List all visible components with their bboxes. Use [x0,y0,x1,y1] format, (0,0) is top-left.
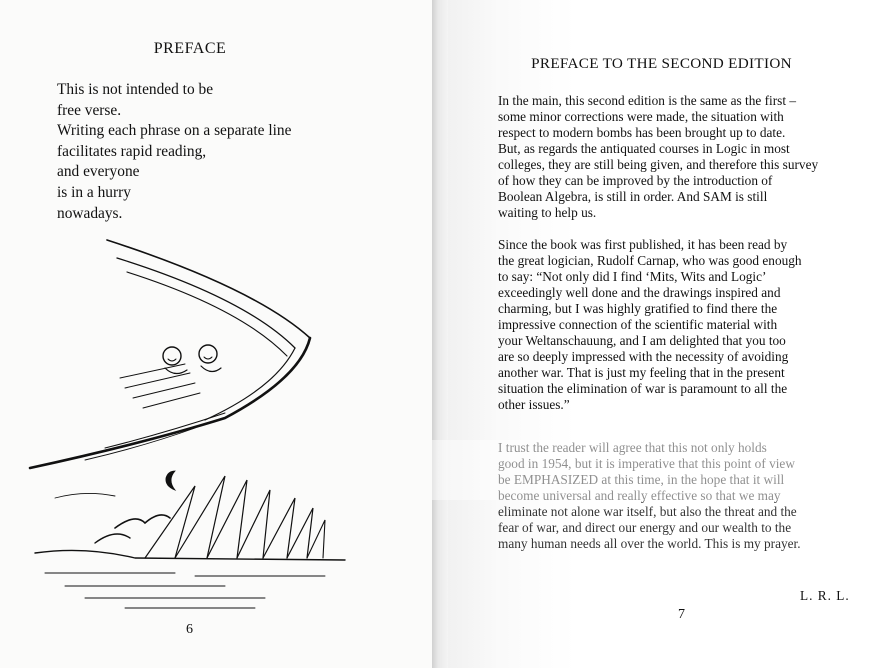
text-line: of how they can be improved by the introduction of [498,173,773,188]
text-line: another war. That is just my feeling that in the present [498,365,785,380]
text-line: many human needs all over the world. This is my prayer. [498,536,801,551]
text-line: Boolean Algebra, is still in order. And SAM is still [498,189,768,204]
verse-line: facilitates rapid reading, [57,142,207,160]
text-line: charming, but I was highly gratified to find there the [498,301,778,316]
author-initials: L. R. L. [800,588,850,603]
text-line: But, as regards the antiquated courses in Logic in most [498,141,790,156]
text-line: situation the elimination of war is paramount to all the [498,381,788,396]
left-page [0,0,432,668]
text-line: impressive connection of the scientific material with [498,317,778,332]
text-line: be EMPHASIZED at this time, in the hope that it will [498,472,785,487]
text-line: your Weltanschauung, and I am delighted that you too [498,333,786,348]
text-line: Since the book was first published, it has been read by [498,237,788,252]
preface-verse [57,80,291,224]
verse-line: nowadays. [57,204,123,222]
text-line: the great logician, Rudolf Carnap, who was good enough [498,253,802,268]
text-line: some minor corrections were made, the situation with [498,109,784,124]
text-line: good in 1954, but it is imperative that this point of view [498,456,795,471]
text-line: become universal and really effective so that we may [498,488,781,503]
verse-line: This is not intended to be [57,81,214,98]
text-line: are so deeply impressed with the necessity of avoiding [498,349,789,364]
text-line: exceedingly well done and the drawings inspired and [498,285,781,300]
paragraph-1 [498,93,868,221]
verse-line: Writing each phrase on a separate line [57,122,292,140]
text-line: eliminate not alone war itself, but also the threat and the [498,504,797,519]
verse-line: and everyone [57,163,140,181]
page-number-right: 7 [678,607,685,622]
text-line: colleges, they are still being given, and therefore this survey [498,157,819,172]
second-edition-title: PREFACE TO THE SECOND EDITION [531,55,792,72]
page-number-left: 6 [186,622,193,637]
text-line: waiting to help us. [498,205,597,220]
text-line: to say: “Not only did I find ‘Mits, Wits and Logic’ [498,269,767,284]
text-line: fear of war, and direct our energy and our wealth to the [498,520,792,535]
text-line: In the main, this second edition is the same as the first – [498,93,797,108]
watermark-band [432,440,875,500]
text-line: respect to modern bombs has been brought up to date. [498,125,786,140]
verse-line: free verse. [57,101,122,119]
text-line: other issues.” [498,397,570,412]
paragraph-2 [498,237,868,413]
right-page [448,0,875,668]
book-gutter [432,0,448,668]
verse-line: is in a hurry [57,183,131,201]
comet-illustration [25,228,355,613]
preface-title: PREFACE [153,40,227,57]
text-line: I trust the reader will agree that this not only holds [498,440,767,455]
